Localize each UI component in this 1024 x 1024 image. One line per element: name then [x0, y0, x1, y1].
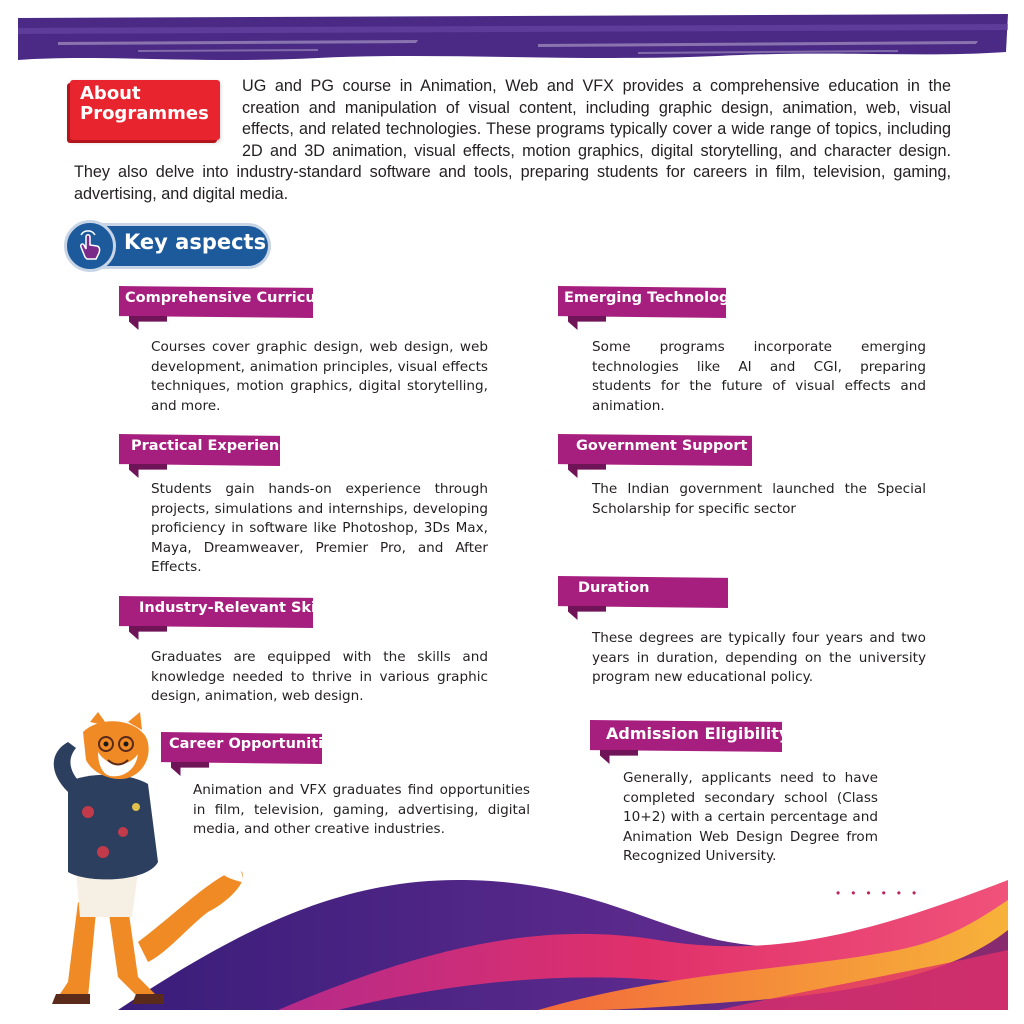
ribbon-duration	[558, 576, 728, 620]
ribbon-comprehensive-curriculum	[119, 286, 347, 330]
curriculum-text: Courses cover graphic design, web design, web development, animation principles, visual effects techniques, motion graphics, digital storytelling, and more.	[151, 339, 488, 414]
about-badge-line2: Programmes	[80, 103, 209, 124]
decorative-dots: ••••••	[836, 886, 928, 900]
fox-mascot-illustration	[28, 712, 248, 1012]
industry-text: Graduates are equipped with the skills and knowledge needed to thrive in various graphic design, animation, web design.	[151, 649, 488, 705]
duration-text: These degrees are typically four years and two years in duration, depending on the university program new educational policy.	[592, 630, 926, 686]
bottom-wave-decoration	[118, 860, 1008, 1010]
ribbon-title: Emerging Technologies	[564, 290, 753, 306]
hand-pointer-icon	[64, 220, 116, 272]
ribbon-title: Practical Experience	[131, 438, 298, 454]
ribbon-title: Career Opportunities	[169, 736, 342, 752]
ribbon-admission-eligibility	[590, 720, 790, 764]
intro-text: UG and PG course in Animation, Web and VFX provides a comprehensive education in the creation and manipulation of visual content, including graphic design, animation, web, visual effects, and related technologies. These programs typically cover a wide range of topics, including 2D and 3D animation, visual effects, motion graphics, digital storytelling, and character design. They also delve into industry-standard software and tools, preparing students for careers in film, television, gaming, advertising, and digital media.	[74, 77, 951, 203]
government-text: The Indian government launched the Special Scholarship for specific sector	[592, 481, 926, 517]
admission-text: Generally, applicants need to have completed secondary school (Class 10+2) with a certain percentage and Animation Web Design Degree from Recognized University.	[623, 770, 878, 865]
ribbon-title: Admission Eligibility	[606, 724, 790, 743]
top-brush-band	[18, 14, 1008, 64]
emerging-text: Some programs incorporate emerging technologies like AI and CGI, preparing students for the future of visual effects and animation.	[592, 339, 926, 414]
ribbon-emerging-technologies	[558, 286, 753, 330]
key-aspects-label: Key aspects	[124, 230, 267, 254]
ribbon-government-support	[558, 434, 752, 478]
ribbon-title: Comprehensive Curriculum	[125, 290, 347, 306]
ribbon-title: Industry-Relevant Skills	[139, 600, 335, 616]
ribbon-practical-experience	[119, 434, 298, 478]
practical-text: Students gain hands-on experience through projects, simulations and internships, developing proficiency in software like Photoshop, 3Ds Max, Maya, Dreamweaver, Premier Pro, and After Effects.	[151, 481, 488, 576]
ribbon-title: Duration	[578, 580, 650, 596]
career-text: Animation and VFX graduates find opportunities in film, television, gaming, advertising, digital media, and other creative industries.	[193, 782, 530, 838]
intro-paragraph	[74, 76, 951, 206]
key-aspects-header	[64, 220, 274, 274]
about-badge-line1: About	[80, 83, 141, 104]
ribbon-industry-relevant-skills	[119, 596, 335, 640]
ribbon-title: Government Support	[576, 438, 748, 454]
